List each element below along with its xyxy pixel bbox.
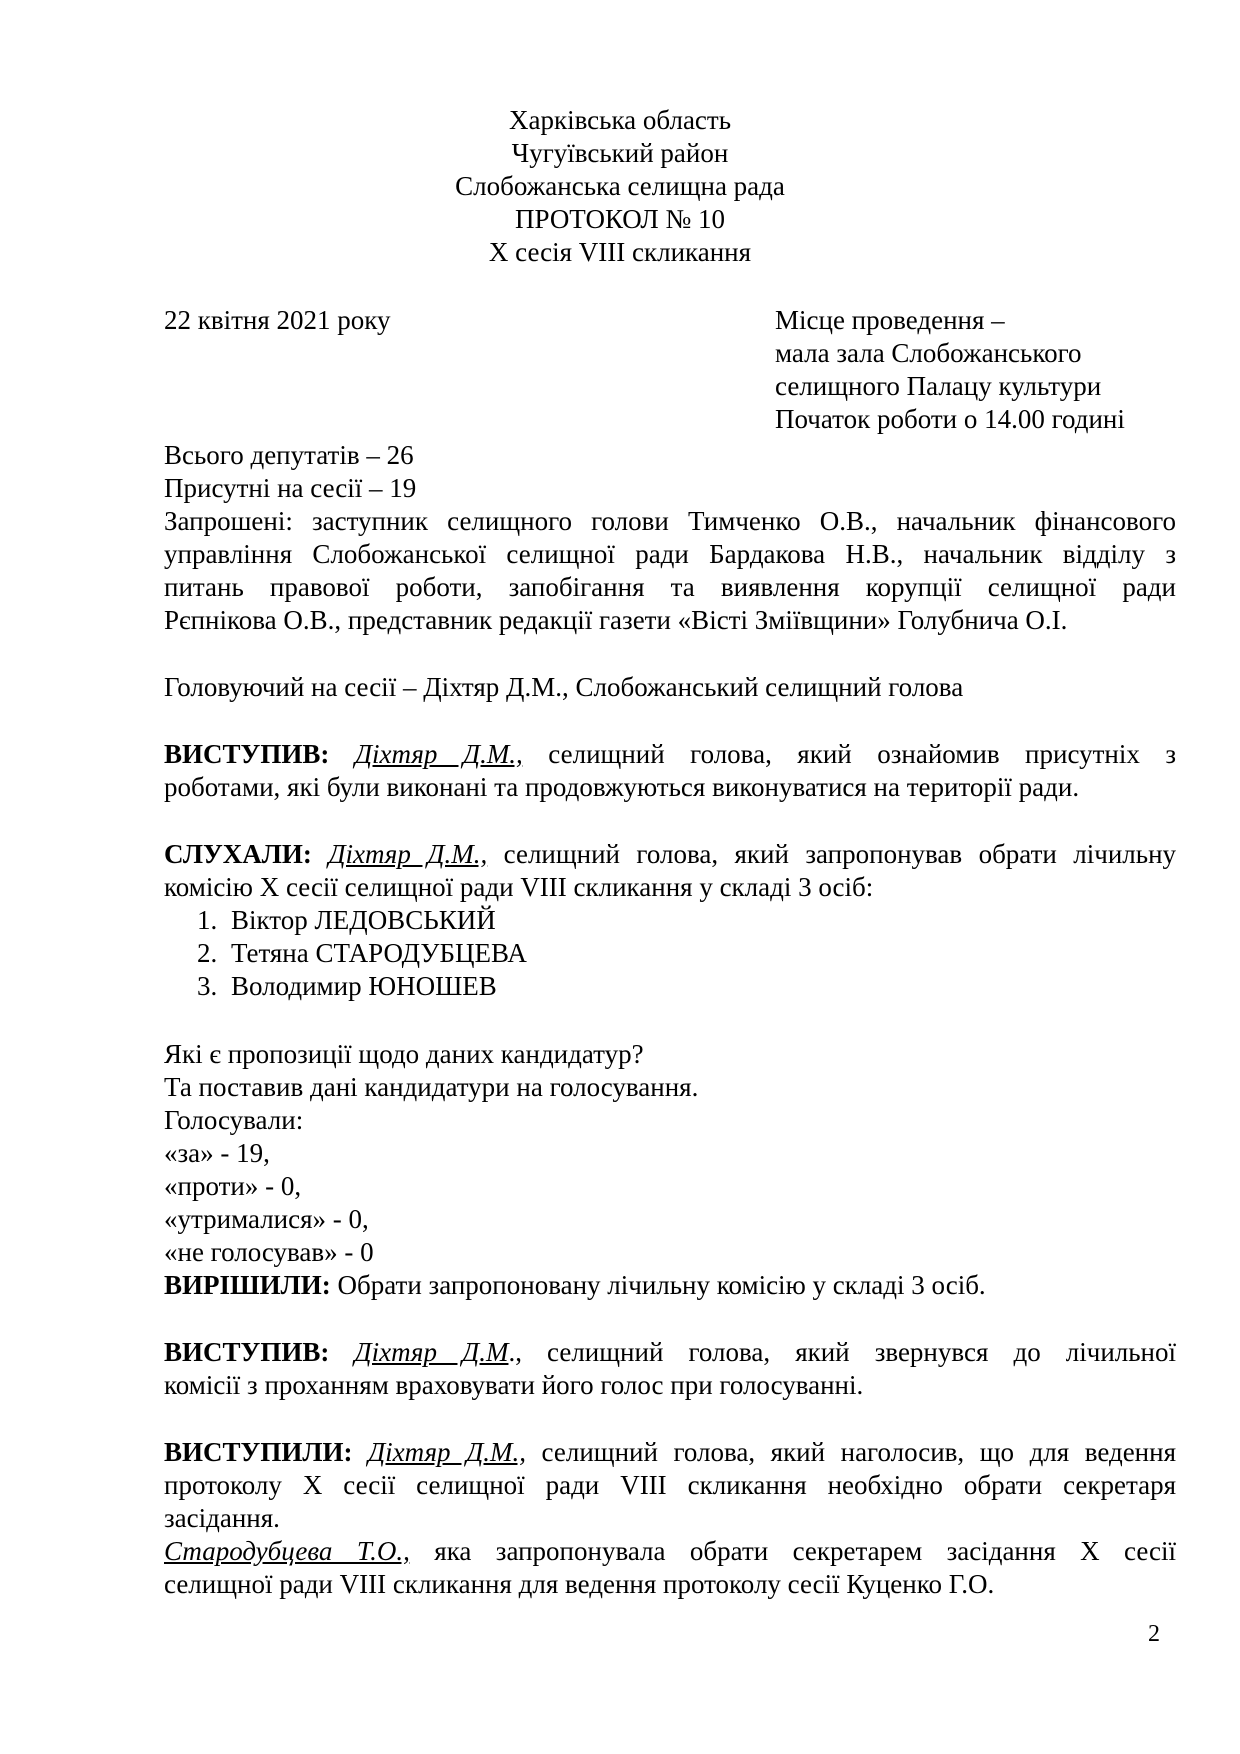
speech-3-label: ВИСТУПИЛИ: [164,1437,353,1467]
present-deputies: Присутні на сесії – 19 [164,473,417,503]
speech-3-line-1 [164,1436,1176,1468]
candidate-name: Віктор ЛЕДОВСЬКИЙ [231,905,496,935]
header-region: Харківська область [508,105,732,135]
protocol-title: ПРОТОКОЛ № 10 [514,204,726,234]
header-council: Слобожанська селищна рада [455,171,785,201]
speech-2-speaker: Діхтяр Д.М [354,1337,509,1367]
venue-line-1: Місце проведення – [775,305,1005,335]
candidate-number: 1. [197,905,218,935]
heard-speaker: Діхтяр Д.М., [328,839,488,869]
speech-1-text: селищний голова, який ознайомив присутніх з [522,739,1176,769]
header-district: Чугуївський район [511,138,729,168]
candidate-name: Тетяна СТАРОДУБЦЕВА [231,938,527,968]
vote-not-voted: «не голосував» - 0 [164,1237,374,1267]
decision-label: ВИРІШИЛИ: [164,1270,331,1300]
candidate-number: 2. [197,938,218,968]
invited-line-4: Рєпнікова О.В., представник редакції газети «Вісті Зміївщини» Голубнича О.І. [164,605,1068,635]
page-number: 2 [1148,1621,1160,1647]
speech-2-line-1 [164,1336,1176,1368]
speech-3-speaker-2: Стародубцева Т.О., [164,1536,410,1566]
speech-2-label: ВИСТУПИВ: [164,1337,330,1367]
speech-3-text: селищний голова, який наголосив, що для ведення [526,1437,1176,1467]
session-title: Х сесія VIII скликання [488,237,752,267]
speech-2-line-2: комісії з проханням враховувати його голос при голосуванні. [164,1370,864,1400]
speech-1-label: ВИСТУПИВ: [164,739,330,769]
put-to-vote: Та поставив дані кандидатури на голосування. [164,1072,699,1102]
vote-against: «проти» - 0, [164,1171,302,1201]
decision-line [164,1269,986,1301]
heard-line-1 [164,838,1176,870]
start-time: Початок роботи о 14.00 годині [775,404,1125,434]
candidate-name: Володимир ЮНОШЕВ [231,971,497,1001]
speech-1-speaker: Діхтяр Д.М., [354,739,523,769]
vote-for: «за» - 19, [164,1138,270,1168]
speech-3-speaker: Діхтяр Д.М., [368,1437,527,1467]
candidate-number: 3. [197,971,218,1001]
speech-3-text-2: яка запропонувала обрати секретарем засідання Х сесії [409,1536,1176,1566]
total-deputies: Всього депутатів – 26 [164,440,414,470]
speech-3-line-5: селищної ради VIII скликання для ведення протоколу сесії Куценко Г.О. [164,1569,995,1599]
candidate-item [197,970,497,1002]
invited-line-3: питань правової роботи, запобігання та виявлення корупції селищної ради [164,572,1176,602]
voted-label: Голосували: [164,1105,304,1135]
speech-3-line-2: протоколу Х сесії селищної ради VIII скликання необхідно обрати секретаря [164,1470,1176,1500]
heard-label: СЛУХАЛИ: [164,839,312,869]
candidate-item [197,904,496,936]
vote-abstained: «утрималися» - 0, [164,1204,369,1234]
speech-3-line-4 [164,1535,1176,1567]
proposal-question: Які є пропозиції щодо даних кандидатур? [164,1039,644,1069]
speech-2-text: ., селищний голова, який звернувся до лічильної [508,1337,1177,1367]
venue-line-3: селищного Палацу культури [775,371,1102,401]
heard-text: селищний голова, який запропонував обрати лічильну [487,839,1177,869]
speech-3-line-3: засідання. [164,1503,280,1533]
venue-line-2: мала зала Слобожанського [775,338,1082,368]
decision-text: Обрати запропоновану лічильну комісію у складі 3 осіб. [330,1270,986,1300]
chair-line: Головуючий на сесії – Діхтяр Д.М., Слобожанський селищний голова [164,672,964,702]
invited-line-1: Запрошені: заступник селищного голови Тимченко О.В., начальник фінансового [164,506,1176,536]
session-date: 22 квітня 2021 року [164,305,391,335]
invited-line-2: управління Слобожанської селищної ради Бардакова Н.В., начальник відділу з [164,539,1176,569]
heard-line-2: комісію Х сесії селищної ради VIII скликання у складі 3 осіб: [164,872,874,902]
speech-1-line-2: роботами, які були виконані та продовжуються виконуватися на території ради. [164,772,1080,802]
speech-1-line-1 [164,738,1176,770]
candidate-item [197,937,527,969]
